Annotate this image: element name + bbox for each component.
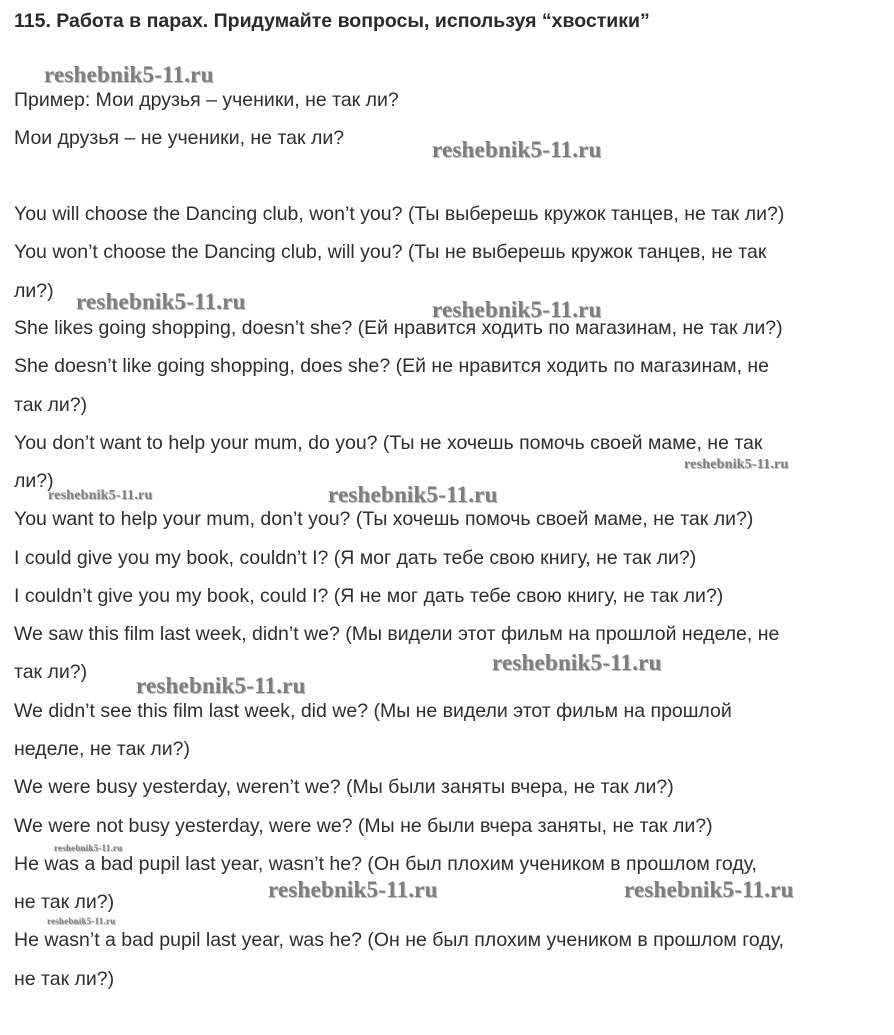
text-line: Мои друзья – не ученики, не так ли? (14, 127, 345, 149)
watermark: reshebnik5-11.ru (54, 843, 123, 853)
text-line: You want to help your mum, don’t you? (Ты хочешь помочь своей маме, не так ли?) (14, 508, 754, 530)
text-line: ли?) (14, 470, 54, 492)
text-line: He was a bad pupil last year, wasn’t he? (Он был плохим учеником в прошлом году, (14, 853, 757, 875)
watermark: reshebnik5-11.ru (492, 650, 662, 675)
text-line: We were not busy yesterday, were we? (Мы не были вчера заняты, не так ли?) (14, 815, 713, 837)
text-line: You will choose the Dancing club, won’t you? (Ты выберешь кружок танцев, не так ли?) (14, 203, 785, 225)
watermark: reshebnik5-11.ru (328, 482, 498, 507)
text-line: Пример: Мои друзья – ученики, не так ли? (14, 89, 399, 111)
text-line: I couldn’t give you my book, could I? (Я не мог дать тебе свою книгу, не так ли?) (14, 585, 724, 607)
text-line: ли?) (14, 280, 54, 302)
text-line: неделе, не так ли?) (14, 738, 190, 760)
watermark: reshebnik5-11.ru (76, 289, 246, 314)
text-line: так ли?) (14, 661, 88, 683)
watermark: reshebnik5-11.ru (136, 673, 306, 698)
watermark: reshebnik5-11.ru (44, 62, 214, 87)
text-line: так ли?) (14, 394, 88, 416)
text-line: We saw this film last week, didn’t we? (Мы видели этот фильм на прошлой неделе, не (14, 623, 780, 645)
watermark: reshebnik5-11.ru (268, 877, 438, 902)
text-line: She likes going shopping, doesn’t she? (Ей нравится ходить по магазинам, не так ли?) (14, 317, 783, 339)
exercise-title: 115. Работа в парах. Придумайте вопросы, используя “хвостики” (14, 10, 650, 32)
watermark: reshebnik5-11.ru (624, 877, 794, 902)
watermark: reshebnik5-11.ru (48, 488, 153, 503)
text-line: You won’t choose the Dancing club, will you? (Ты не выберешь кружок танцев, не так (14, 241, 767, 263)
text-line: We didn’t see this film last week, did we? (Мы не видели этот фильм на прошлой (14, 700, 732, 722)
text-line: не так ли?) (14, 891, 115, 913)
text-line: You don’t want to help your mum, do you? (Ты не хочешь помочь своей маме, не так (14, 432, 763, 454)
watermark: reshebnik5-11.ru (432, 297, 602, 322)
text-line: I could give you my book, couldn’t I? (Я мог дать тебе свою книгу, не так ли?) (14, 547, 697, 569)
text-line: She doesn’t like going shopping, does she? (Ей не нравится ходить по магазинам, не (14, 355, 770, 377)
watermark: reshebnik5-11.ru (47, 916, 116, 926)
watermark: reshebnik5-11.ru (684, 457, 789, 472)
watermark: reshebnik5-11.ru (432, 137, 602, 162)
text-line: He wasn’t a bad pupil last year, was he? (Он не был плохим учеником в прошлом году, (14, 929, 784, 951)
text-line: не так ли?) (14, 968, 115, 990)
text-line: We were busy yesterday, weren’t we? (Мы были заняты вчера, не так ли?) (14, 776, 674, 798)
